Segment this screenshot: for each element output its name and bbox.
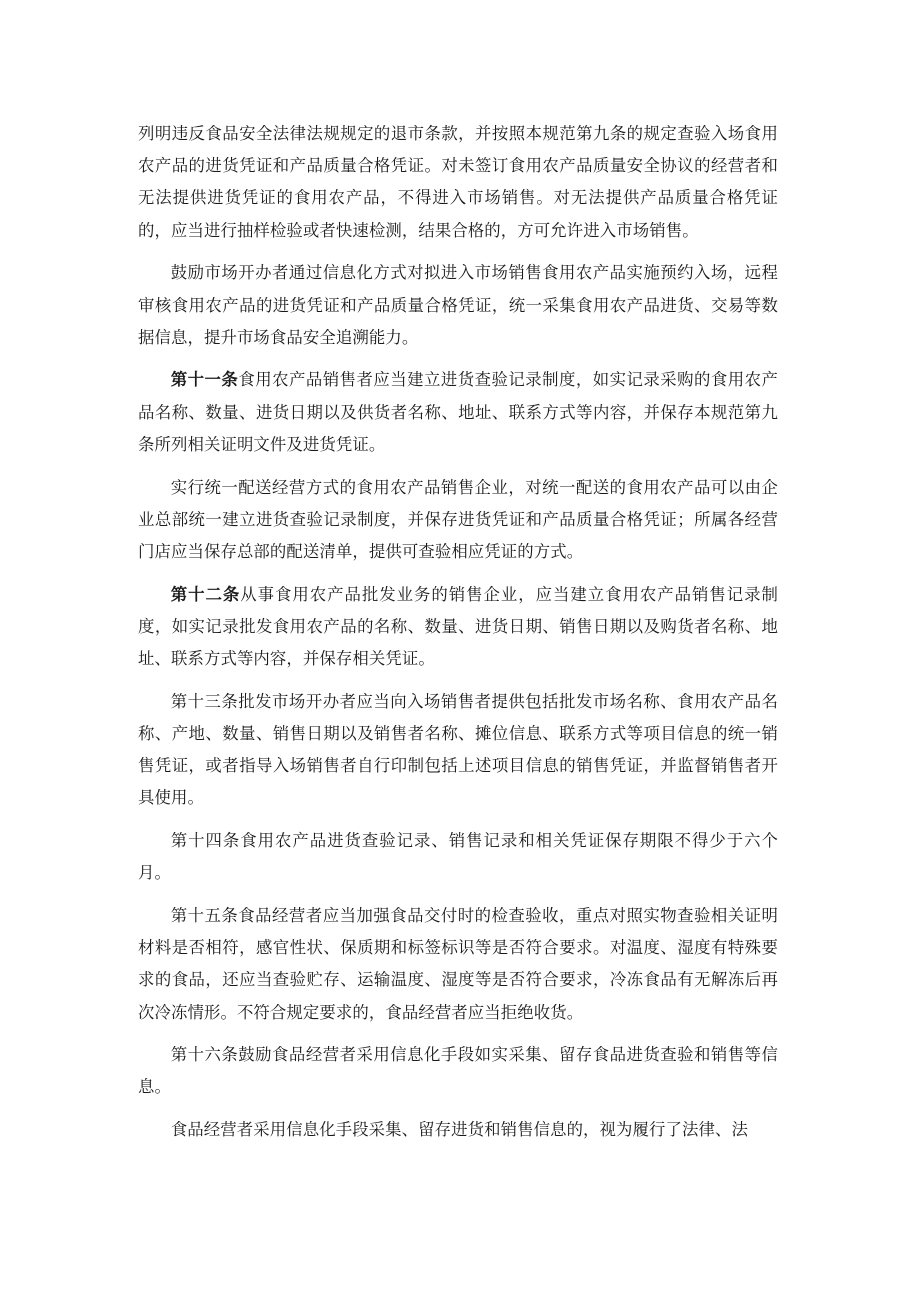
paragraph xyxy=(138,825,778,889)
paragraph-text: 第十五条食品经营者应当加强食品交付时的检查验收，重点对照实物查验相关证明材料是否相符，感官性状、保质期和标签标识等是否符合要求。对温度、湿度有特殊要求的食品，还应当查验贮存、运输温度、湿度等是否符合要求，冷冻食品有无解冻后再次冷冻情形。不符合规定要求的，食品经营者应当拒绝收货。 xyxy=(138,905,778,1022)
paragraph xyxy=(138,257,778,354)
document-body xyxy=(138,118,778,1157)
paragraph-text: 食用农产品销售者应当建立进货查验记录制度，如实记录采购的食用农产品名称、数量、进货日期以及供货者名称、地址、联系方式等内容，并保存本规范第九条所列相关证明文件及进货凭证。 xyxy=(138,370,778,454)
paragraph-text: 实行统一配送经营方式的食用农产品销售企业，对统一配送的食用农产品可以由企业总部统一建立进货查验记录制度，并保存进货凭证和产品质量合格凭证；所属各经营门店应当保存总部的配送清单，提供可查验相应凭证的方式。 xyxy=(138,477,778,561)
article-paragraph xyxy=(138,364,778,461)
paragraph-text: 第十四条食用农产品进货查验记录、销售记录和相关凭证保存期限不得少于六个月。 xyxy=(138,831,778,883)
paragraph xyxy=(138,1039,778,1103)
paragraph xyxy=(138,900,778,1029)
paragraph-text: 第十六条鼓励食品经营者采用信息化手段如实采集、留存食品进货查验和销售等信息。 xyxy=(138,1045,778,1097)
paragraph xyxy=(138,472,778,569)
article-number: 第十一条 xyxy=(170,370,239,390)
paragraph-text: 食品经营者采用信息化手段采集、留存进货和销售信息的，视为履行了法律、法 xyxy=(170,1120,748,1140)
paragraph-text: 从事食用农产品批发业务的销售企业，应当建立食用农产品销售记录制度，如实记录批发食用农产品的名称、数量、进货日期、销售日期以及购货者名称、地址、联系方式等内容，并保存相关凭证。 xyxy=(138,584,778,669)
paragraph-text: 鼓励市场开办者通过信息化方式对拟进入市场销售食用农产品实施预约入场，远程审核食用农产品的进货凭证和产品质量合格凭证，统一采集食用农产品进货、交易等数据信息，提升市场食品安全追溯能力。 xyxy=(138,263,778,347)
paragraph-text: 列明违反食品安全法律法规规定的退市条款，并按照本规范第九条的规定查验入场食用农产品的进货凭证和产品质量合格凭证。对未签订食用农产品质量安全协议的经营者和无法提供进货凭证的食用农产品，不得进入市场销售。对无法提供产品质量合格凭证的，应当进行抽样检验或者快速检测，结果合格的，方可允许进入市场销售。 xyxy=(138,124,778,240)
paragraph xyxy=(138,1114,778,1146)
paragraph xyxy=(138,118,778,247)
article-number: 第十二条 xyxy=(170,584,241,604)
article-paragraph xyxy=(138,579,778,676)
paragraph xyxy=(138,686,778,815)
paragraph-text: 第十三条批发市场开办者应当向入场销售者提供包括批发市场名称、食用农产品名称、产地、数量、销售日期以及销售者名称、摊位信息、联系方式等项目信息的统一销售凭证，或者指导入场销售者自行印制包括上述项目信息的销售凭证，并监督销售者开具使用。 xyxy=(138,691,778,808)
